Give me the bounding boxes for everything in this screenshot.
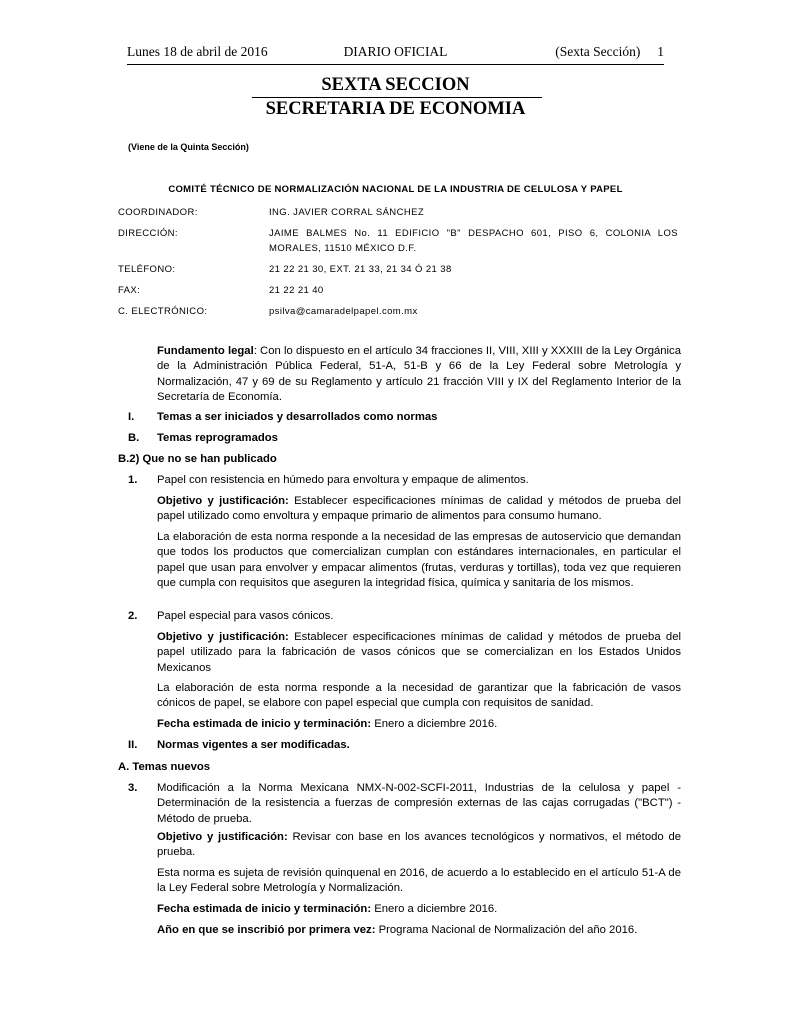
item-2-number: 2.	[128, 610, 138, 622]
contact-label: TELÉFONO:	[118, 264, 176, 275]
item-1-number: 1.	[128, 474, 138, 486]
contact-row-email	[118, 304, 678, 319]
heading-b-number: B.	[128, 432, 140, 444]
item-3-anio	[157, 923, 681, 938]
contact-row-coordinador	[118, 205, 678, 220]
item-2-title: Papel especial para vasos cónicos.	[157, 610, 334, 622]
fundamento-text: : Con lo dispuesto en el artículo 34 fracciones II, VIII, XIII y XXXIII de la Ley Orgánica de la Administración Pública Federal, 51-A, 51-B y 66 de la Ley Federal sobre Metrología y Normalización, 47 y 69 de su Reglamento y artículo 21 fracción VIII y IX del Reglamento Interior de la Secretaría de Economía.	[157, 345, 681, 403]
contact-value: 21 22 21 30, EXT. 21 33, 21 34 Ó 21 38	[269, 264, 452, 275]
objective-text: Establecer especificaciones mínimas de calidad y métodos de prueba del papel utilizado para la fabricación de vasos cónicos que se comercializan en los Estados Unidos Mexicanos	[157, 631, 681, 674]
contact-label: COORDINADOR:	[118, 207, 198, 218]
heading-b2: B.2) Que no se han publicado	[118, 453, 277, 465]
item-3-revision: Esta norma es sujeta de revisión quinquenal en 2016, de acuerdo a lo establecido en el artículo 51-A de la Ley Federal sobre Metrología y Normalización.	[157, 867, 681, 895]
fecha-label: Fecha estimada de inicio y terminación:	[157, 718, 372, 730]
secretaria-title: SECRETARIA DE ECONOMIA	[265, 99, 526, 119]
anio-label: Año en que se inscribió por primera vez:	[157, 924, 376, 936]
item-2-objective	[157, 630, 681, 676]
objective-label: Objetivo y justificación:	[157, 631, 289, 643]
header-date: Lunes 18 de abril de 2016	[127, 44, 268, 59]
header-page-number: 1	[657, 44, 664, 59]
fecha-value: Enero a diciembre 2016.	[371, 903, 498, 915]
contact-value: JAIME BALMES No. 11 EDIFICIO "B" DESPACHO 601, PISO 6, COLONIA LOS MORALES, 11510 MÉXICO D.F.	[269, 228, 678, 254]
heading-i-number: I.	[128, 411, 135, 423]
contact-row-direccion	[118, 226, 678, 256]
fundamento-legal	[157, 344, 681, 405]
item-1-objective	[157, 494, 681, 525]
header-section: (Sexta Sección)	[555, 44, 641, 59]
contact-value: 21 22 21 40	[269, 285, 324, 296]
contact-label: C. ELECTRÓNICO:	[118, 306, 208, 317]
contact-value: psilva@camaradelpapel.com.mx	[269, 306, 418, 317]
header-publication: DIARIO OFICIAL	[343, 44, 448, 59]
heading-i: Temas a ser iniciados y desarrollados como normas	[157, 411, 438, 423]
contact-label: DIRECCIÓN:	[118, 228, 178, 239]
contact-label: FAX:	[118, 285, 141, 296]
fecha-value: Enero a diciembre 2016.	[371, 718, 498, 730]
contact-row-fax	[118, 283, 678, 298]
objective-text: Revisar con base en los avances tecnológicos y normativos, el método de prueba.	[157, 831, 682, 859]
objective-label: Objetivo y justificación:	[157, 495, 289, 507]
header-section-page	[555, 44, 664, 60]
item-3-objective	[157, 830, 681, 861]
section-title: SEXTA SECCION	[321, 75, 470, 95]
heading-a: A. Temas nuevos	[118, 761, 211, 773]
objective-label: Objetivo y justificación:	[157, 831, 288, 843]
item-3-title: Modificación a la Norma Mexicana NMX-N-002-SCFI-2011, Industrias de la celulosa y papel - Determinación de la resistencia a fuerzas de compresión externas de las cajas corrugadas ("BCT") - Método de prueba.	[157, 782, 681, 825]
item-1-title: Papel con resistencia en húmedo para envoltura y empaque de alimentos.	[157, 474, 529, 486]
fundamento-label: Fundamento legal	[157, 345, 254, 357]
anio-value: Programa Nacional de Normalización del año 2016.	[375, 924, 638, 936]
objective-text: Establecer especificaciones mínimas de calidad y métodos de prueba del papel utilizado como envoltura y empaque primario de alimentos para consumo humano.	[157, 495, 681, 523]
contact-value: ING. JAVIER CORRAL SÁNCHEZ	[269, 207, 425, 218]
heading-ii: Normas vigentes a ser modificadas.	[157, 739, 350, 751]
section-divider	[252, 97, 542, 98]
heading-ii-number: II.	[128, 739, 138, 751]
item-2-fecha	[157, 717, 681, 732]
continuation-note: (Viene de la Quinta Sección)	[128, 142, 249, 152]
heading-b: Temas reprogramados	[157, 432, 278, 444]
contact-row-telefono	[118, 262, 678, 277]
committee-title: COMITÉ TÉCNICO DE NORMALIZACIÓN NACIONAL DE LA INDUSTRIA DE CELULOSA Y PAPEL	[168, 184, 623, 195]
item-3-number: 3.	[128, 782, 138, 794]
fecha-label: Fecha estimada de inicio y terminación:	[157, 903, 372, 915]
running-header	[127, 44, 664, 65]
item-2-elaboration: La elaboración de esta norma responde a la necesidad de garantizar que la fabricación de vasos cónicos de papel, se elabore con papel especial que cumpla con requisitos de sanidad.	[157, 682, 681, 710]
item-1-elaboration: La elaboración de esta norma responde a la necesidad de las empresas de autoservicio que demandan que todos los productos que comercializan cumplan con estándares internacionales, en particular el papel que usan para envolver y empacar alimentos (frutas, verduras y tortillas), toda vez que requieren que cumpla con requisitos que aseguren la integridad física, química y sanitaria de los mismos.	[157, 531, 681, 589]
item-3-fecha	[157, 902, 681, 917]
